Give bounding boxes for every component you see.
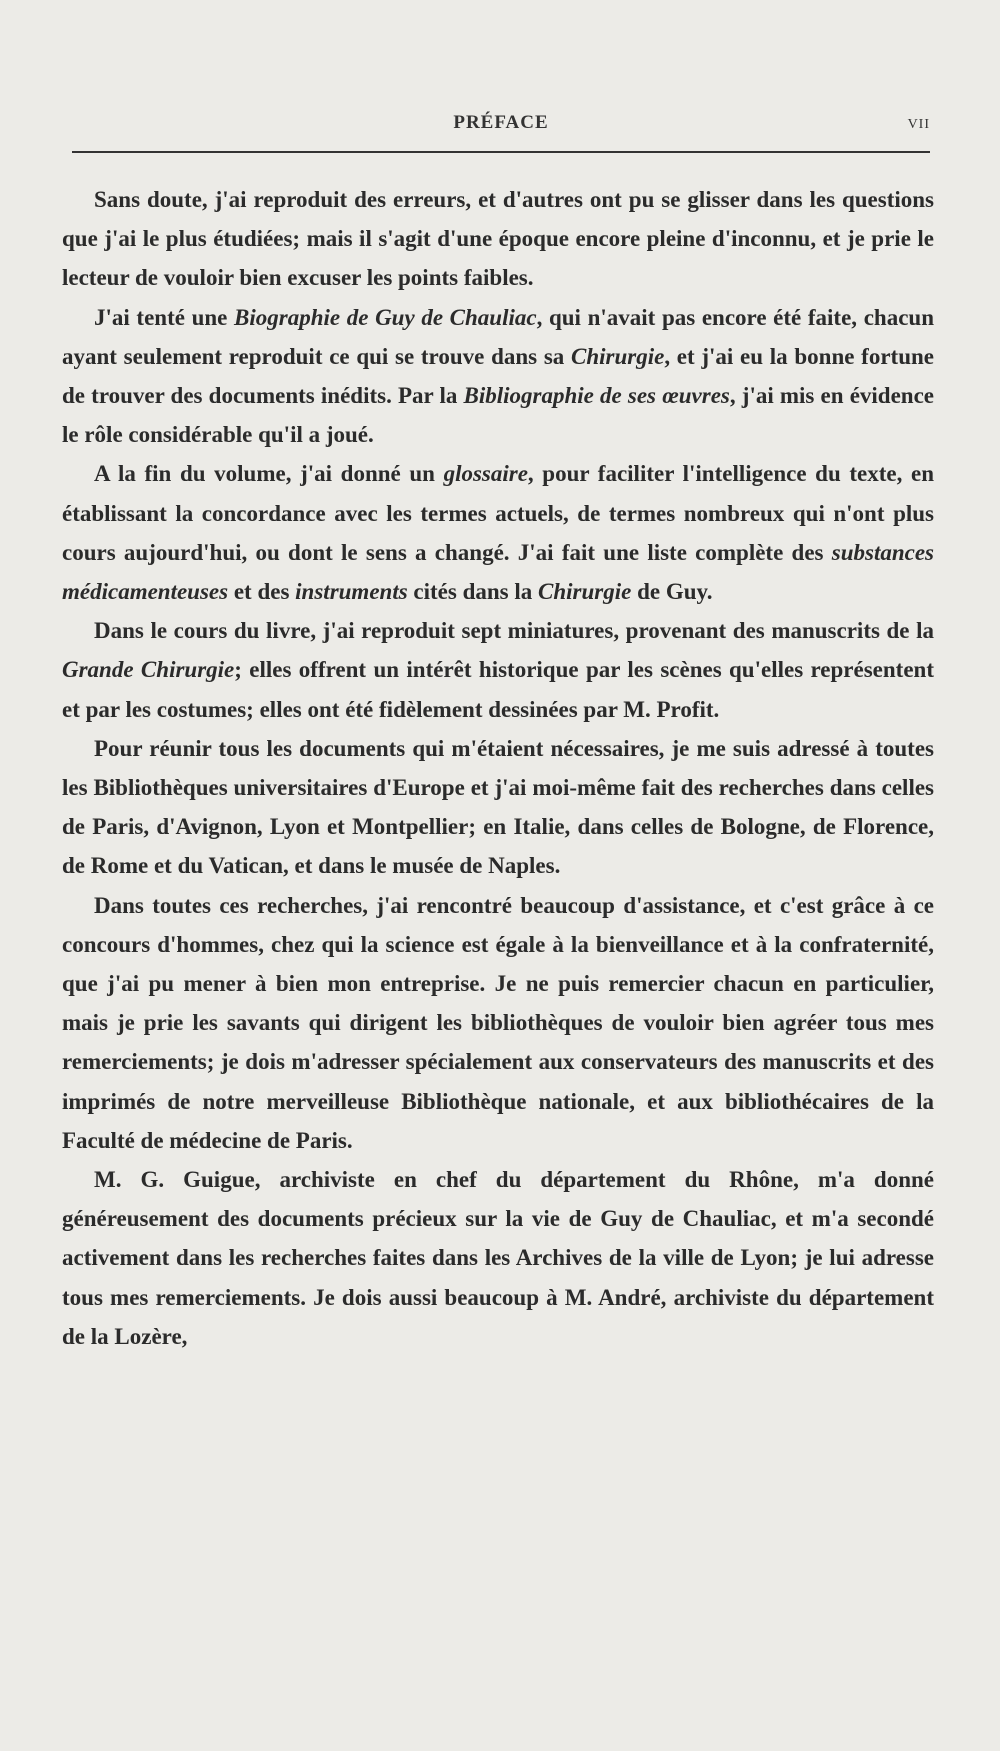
- paragraph: [62, 298, 934, 455]
- text-run: Pour réunir tous les documents qui m'étaient nécessaires, je me suis adressé à toutes les Bibliothèques universitaires d'Europe et j'ai moi-même fait des recherches dans celles de Paris, d'Avignon, Lyon et Montpellier; en Italie, dans celles de Bologne, de Florence, de Rome et du Vatican, et dans le musée de Naples.: [62, 735, 934, 879]
- body-text: [62, 180, 934, 1356]
- paragraph: [62, 454, 934, 611]
- italic-text: Chirurgie: [571, 343, 665, 369]
- paragraph: [62, 611, 934, 729]
- italic-text: glossaire: [443, 461, 528, 487]
- header-rule: [72, 151, 930, 153]
- text-run: cités dans la: [407, 579, 539, 605]
- paragraph: [62, 729, 934, 886]
- paragraph: [62, 886, 934, 1160]
- text-run: , qui n'avait pas encore été faite, chacun ayant seulement reproduit ce qui se trouve dans sa: [62, 304, 934, 369]
- text-run: M. G. Guigue, archiviste en chef du département du Rhône, m'a donné généreusement des documents précieux sur la vie de Guy de Chauliac, et m'a secondé activement dans les recherches faites dans les Archives de la ville de Lyon; je lui adresse tous mes remerciements. Je dois aussi beaucoup à M. André, archiviste du département de la Lozère,: [62, 1167, 934, 1349]
- running-head: [72, 112, 930, 142]
- italic-text: Grande Chirurgie: [62, 657, 235, 683]
- italic-text: Biographie de Guy de Chauliac: [234, 304, 537, 330]
- text-run: Dans le cours du livre, j'ai reproduit sept miniatures, provenant des manuscrits de la: [94, 618, 934, 644]
- italic-text: Bibliographie de ses œuvres: [463, 383, 730, 409]
- italic-text: substances médicamenteuses: [62, 539, 934, 605]
- text-run: , pour faciliter l'intelligence du texte, en établissant la concordance avec les termes actuels, de termes nombreux qui n'ont plus cours aujourd'hui, ou dont le sens a changé. J'ai fait une liste complète des: [62, 461, 934, 565]
- text-run: J'ai tenté une: [94, 304, 235, 330]
- text-run: ; elles offrent un intérêt historique par les scènes qu'elles représentent et par les costumes; elles ont été fidèlement dessinées par M. Profit.: [62, 657, 934, 722]
- text-run: , j'ai mis en évidence le rôle considérable qu'il a joué.: [62, 383, 934, 448]
- paragraph: [62, 1160, 934, 1356]
- text-run: Dans toutes ces recherches, j'ai rencontré beaucoup d'assistance, et c'est grâce à ce concours d'hommes, chez qui la science est égale à la bienveillance et à la confraternité, que j'ai pu mener à bien mon entreprise. Je ne puis remercier chacun en particulier, mais je prie les savants qui dirigent les bibliothèques de vouloir bien agréer tous mes remerciements; je dois m'adresser spécialement aux conservateurs des manuscrits et des imprimés de notre merveilleuse Bibliothèque nationale, et aux bibliothécaires de la Faculté de médecine de Paris.: [62, 892, 934, 1153]
- text-run: de Guy.: [631, 579, 713, 605]
- page-title: PRÉFACE: [453, 112, 549, 133]
- paragraph: [62, 180, 934, 298]
- italic-text: Chirurgie: [538, 579, 632, 605]
- italic-text: instruments: [295, 579, 408, 605]
- text-run: , et j'ai eu la bonne fortune de trouver des documents inédits. Par la: [62, 343, 934, 409]
- page-number: VII: [907, 117, 930, 132]
- text-run: Sans doute, j'ai reproduit des erreurs, et d'autres ont pu se glisser dans les questions que j'ai le plus étudiées; mais il s'agit d'une époque encore pleine d'inconnu, et je prie le lecteur de vouloir bien excuser les points faibles.: [62, 187, 934, 291]
- text-run: et des: [228, 579, 296, 605]
- text-run: A la fin du volume, j'ai donné un: [94, 461, 444, 487]
